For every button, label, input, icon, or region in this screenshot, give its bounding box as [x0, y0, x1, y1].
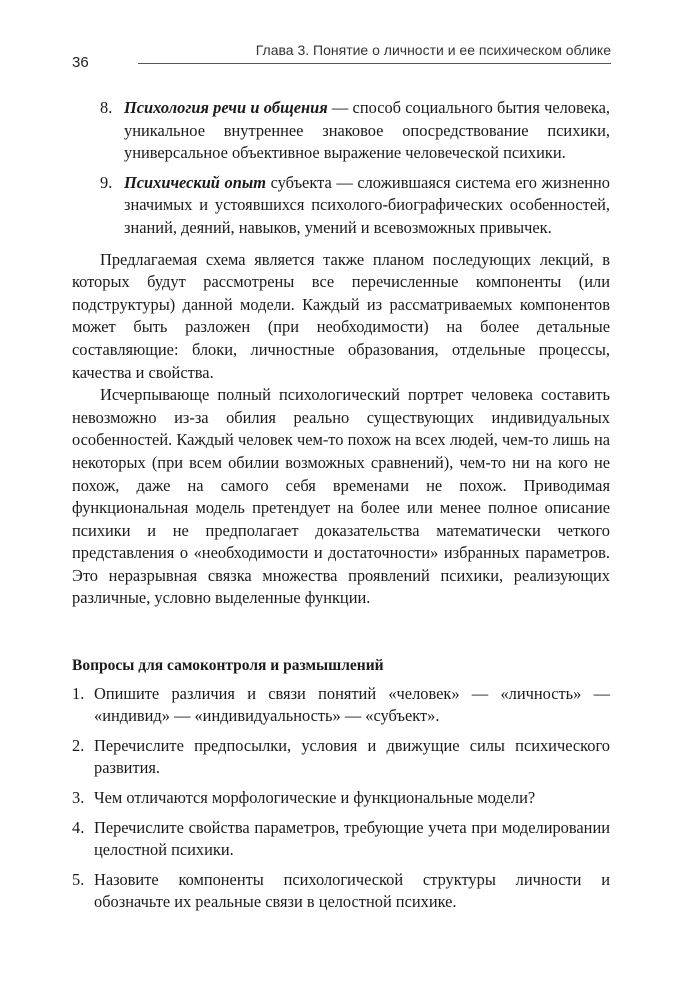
paragraph: Исчерпывающе полный психологический портрет человека составить невозможно из-за обилия реально существующих индивидуальных особенностей. Каждый человек чем-то похож на всех людей, чем-то лишь на некоторых (при всем обилии возможных сравнений), чем-то ни на кого не похож, даже на самого себя временами не похож. Приводимая функциональная модель претендует на более или менее полное описание психики и не предполагает доказательства математически четкого представления о «необходимости и достаточности» избранных параметров. Это неразрывная связка множества проявлений психики, реализующих различные, условно выделенные функции.	[72, 385, 610, 608]
paragraph: Предлагаемая схема является также планом последующих лекций, в которых будут рассмотрены все перечисленные компоненты (или подструктуры) данной модели. Каждый из рассматриваемых компонентов может быть разложен (при необходимости) на более детальные составляющие: блоки, личностные образования, отдельные процессы, качества и свойства.	[72, 249, 610, 382]
page-content	[72, 97, 610, 921]
item-number: 4.	[72, 817, 85, 837]
item-number: 1.	[72, 683, 85, 703]
item-number: 2.	[72, 735, 85, 755]
running-title: Глава 3. Понятие о личности и ее психическом облике	[255, 42, 611, 58]
list-item	[72, 869, 610, 914]
item-text: Перечислите свойства параметров, требующие учета при моделировании целостной психики.	[94, 817, 610, 860]
header-rule	[138, 63, 611, 64]
item-number: 8.	[100, 98, 113, 117]
list-item	[72, 735, 610, 780]
definition: субъекта — сложившаяся система его жизненно значимых и устоявшихся психолого-биографических особенностей, знаний, деяний, навыков, умений и всевозможных привычек.	[124, 172, 610, 237]
definition: — способ социального бытия человека, уникальное внутреннее знаковое опосредствование психики, универсальное объективное выражение человеческой психики.	[124, 98, 610, 163]
list-item	[72, 787, 610, 810]
item-number: 9.	[100, 172, 113, 192]
list-item	[100, 97, 610, 165]
list-item	[72, 817, 610, 862]
item-number: 3.	[72, 788, 85, 808]
page-number: 36	[72, 54, 89, 71]
item-text: Назовите компоненты психологической структуры личности и обозначьте их реальные связи в целостной психике.	[94, 869, 610, 912]
item-text: Опишите различия и связи понятий «человек» — «личность» — «индивид» — «индивидуальность» — «субъект».	[94, 683, 610, 726]
item-text: Перечислите предпосылки, условия и движущие силы психического развития.	[94, 735, 610, 778]
definition-list	[100, 97, 610, 240]
questions-list	[72, 683, 610, 914]
term: Психология речи и общения	[124, 98, 328, 117]
list-item	[72, 683, 610, 728]
list-item	[100, 172, 610, 240]
item-text	[124, 97, 610, 165]
item-text	[124, 172, 610, 240]
term: Психический опыт	[124, 172, 266, 192]
item-text: Чем отличаются морфологические и функциональные модели?	[94, 788, 536, 808]
item-number: 5.	[72, 869, 85, 889]
questions-title: Вопросы для самоконтроля и размышлений	[72, 657, 384, 675]
